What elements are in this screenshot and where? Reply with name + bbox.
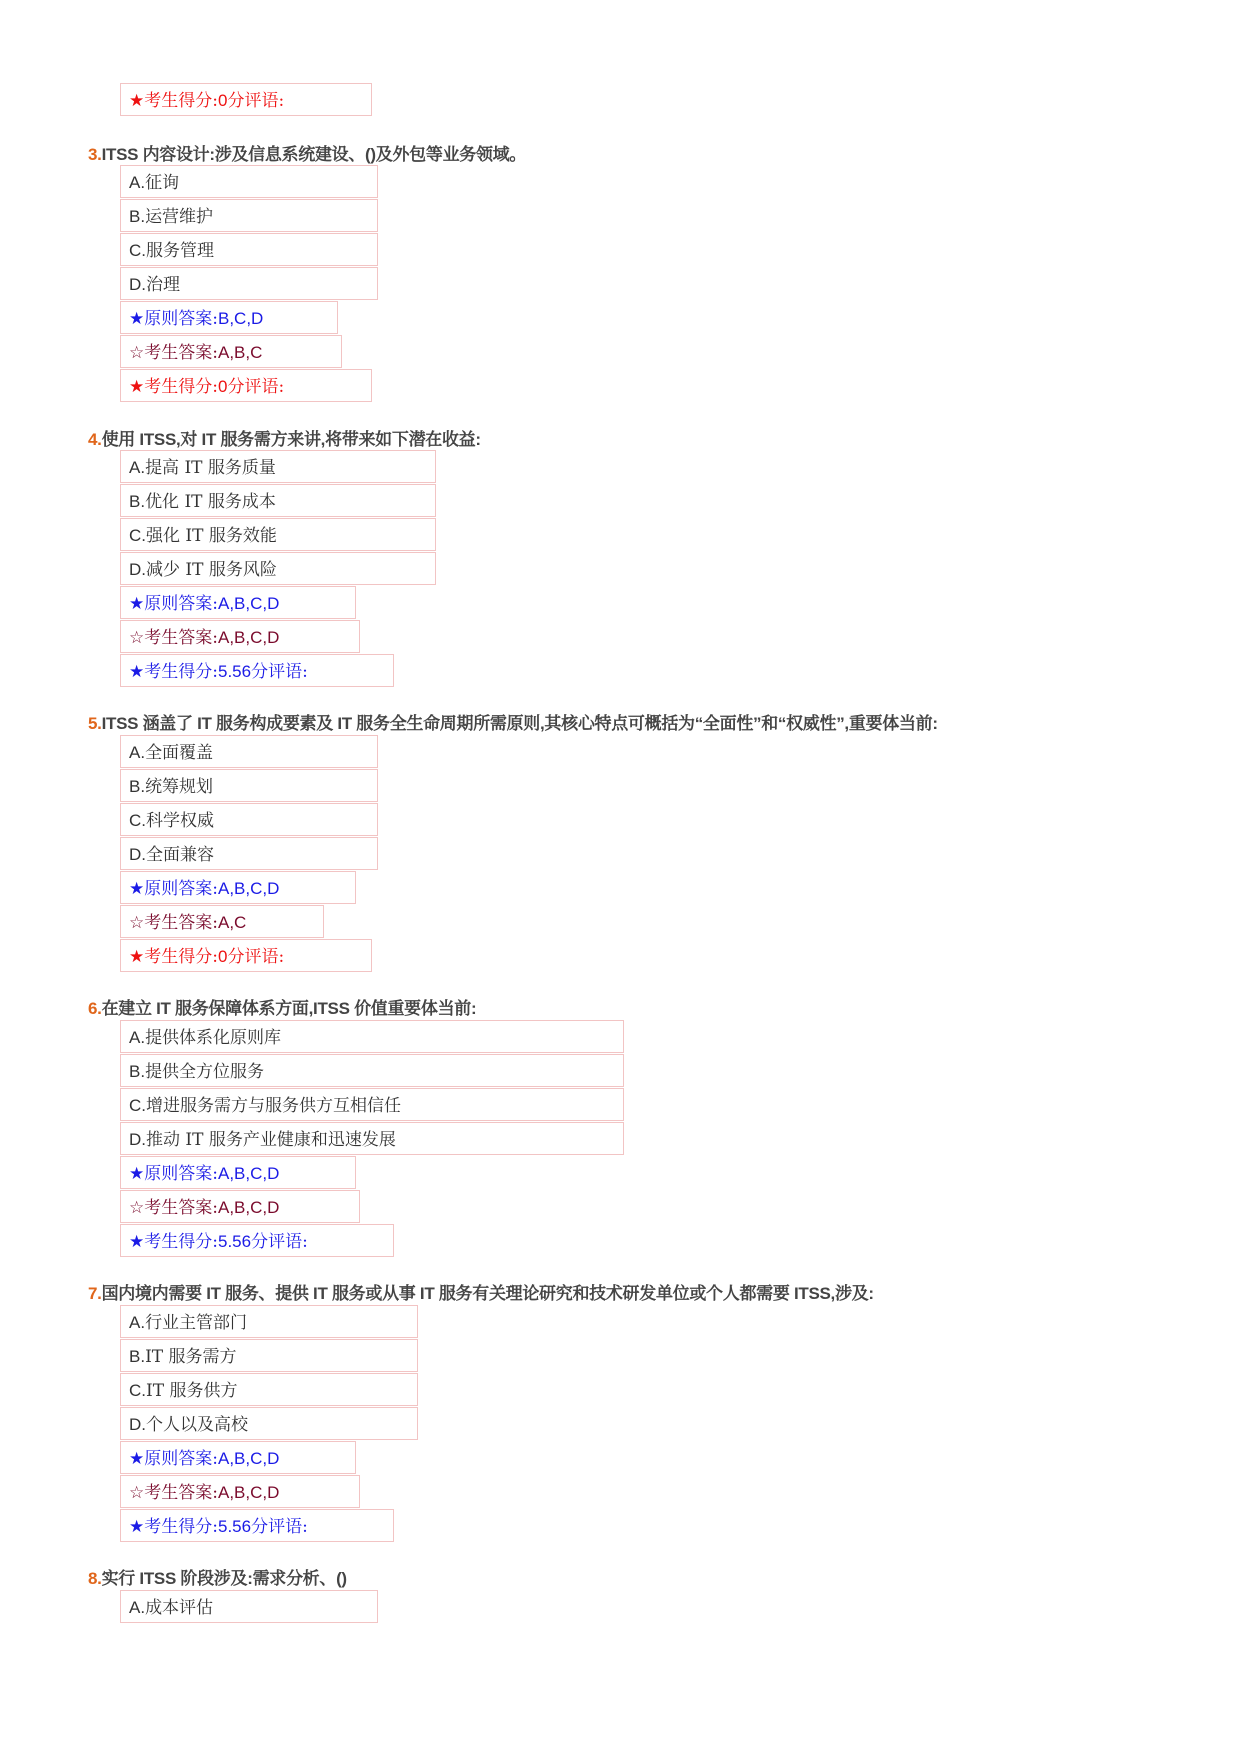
standard-answer-row: ★原则答案:A,B,C,D (120, 871, 356, 904)
candidate-answer-row: ☆考生答案:A,B,C,D (120, 1190, 360, 1223)
option-d: D.治理 (120, 267, 378, 300)
star-filled-icon: ★ (129, 1164, 145, 1184)
option-c: C.强化 IT 服务效能 (120, 518, 436, 551)
star-outline-icon: ☆ (129, 1483, 145, 1503)
star-filled-icon: ★ (129, 879, 145, 899)
star-outline-icon: ☆ (129, 913, 145, 933)
candidate-answer-row: ☆考生答案:A,C (120, 905, 324, 938)
option-c: C.IT 服务供方 (120, 1373, 418, 1406)
option-d: D.推动 IT 服务产业健康和迅速发展 (120, 1122, 624, 1155)
star-filled-icon: ★ (129, 1449, 145, 1469)
option-d: D.个人以及高校 (120, 1407, 418, 1440)
star-filled-icon: ★ (129, 662, 145, 682)
option-c: C.服务管理 (120, 233, 378, 266)
star-filled-icon: ★ (129, 947, 145, 967)
score-row: ★考生得分:5.56分评语: (120, 1224, 394, 1257)
star-filled-icon: ★ (129, 309, 145, 329)
candidate-answer-row: ☆考生答案:A,B,C (120, 335, 342, 368)
option-a: A.提高 IT 服务质量 (120, 450, 436, 483)
option-d: D.全面兼容 (120, 837, 378, 870)
score-row: ★考生得分:0分评语: (120, 939, 372, 972)
question-7-title: 7.国内境内需要 IT 服务、提供 IT 服务或从事 IT 服务有关理论研究和技术研发单位或个人都需要 ITSS,涉及: (88, 1284, 874, 1303)
option-b: B.统筹规划 (120, 769, 378, 802)
star-filled-icon: ★ (129, 1232, 145, 1252)
standard-answer-row: ★原则答案:A,B,C,D (120, 586, 356, 619)
star-outline-icon: ☆ (129, 628, 145, 648)
star-outline-icon: ☆ (129, 1198, 145, 1218)
score-row: ★考生得分:0分评语: (120, 83, 372, 116)
star-filled-icon: ★ (129, 594, 145, 614)
option-b: B.IT 服务需方 (120, 1339, 418, 1372)
option-a: A.提供体系化原则库 (120, 1020, 624, 1053)
option-b: B.优化 IT 服务成本 (120, 484, 436, 517)
standard-answer-row: ★原则答案:B,C,D (120, 301, 338, 334)
option-c: C.科学权威 (120, 803, 378, 836)
candidate-answer-row: ☆考生答案:A,B,C,D (120, 1475, 360, 1508)
score-row: ★考生得分:5.56分评语: (120, 1509, 394, 1542)
score-row: ★考生得分:5.56分评语: (120, 654, 394, 687)
question-3-title: 3.ITSS 内容设计:涉及信息系统建设、()及外包等业务领域。 (88, 145, 527, 164)
option-b: B.提供全方位服务 (120, 1054, 624, 1087)
question-4-title: 4.使用 ITSS,对 IT 服务需方来讲,将带来如下潜在收益: (88, 430, 481, 449)
option-d: D.减少 IT 服务风险 (120, 552, 436, 585)
option-b: B.运营维护 (120, 199, 378, 232)
star-filled-icon: ★ (129, 1517, 145, 1537)
question-5-title: 5.ITSS 涵盖了 IT 服务构成要素及 IT 服务全生命周期所需原则,其核心特点可概括为“全面性”和“权威性”,重要体当前: (88, 714, 938, 733)
standard-answer-row: ★原则答案:A,B,C,D (120, 1441, 356, 1474)
option-a: A.全面覆盖 (120, 735, 378, 768)
score-row: ★考生得分:0分评语: (120, 369, 372, 402)
star-outline-icon: ☆ (129, 343, 145, 363)
option-c: C.增进服务需方与服务供方互相信任 (120, 1088, 624, 1121)
question-6-title: 6.在建立 IT 服务保障体系方面,ITSS 价值重要体当前: (88, 999, 477, 1018)
star-filled-icon: ★ (129, 377, 145, 397)
candidate-answer-row: ☆考生答案:A,B,C,D (120, 620, 360, 653)
question-8-title: 8.实行 ITSS 阶段涉及:需求分析、() (88, 1569, 347, 1588)
option-a: A.行业主管部门 (120, 1305, 418, 1338)
option-a: A.成本评估 (120, 1590, 378, 1623)
option-a: A.征询 (120, 165, 378, 198)
standard-answer-row: ★原则答案:A,B,C,D (120, 1156, 356, 1189)
star-filled-icon: ★ (129, 91, 145, 111)
